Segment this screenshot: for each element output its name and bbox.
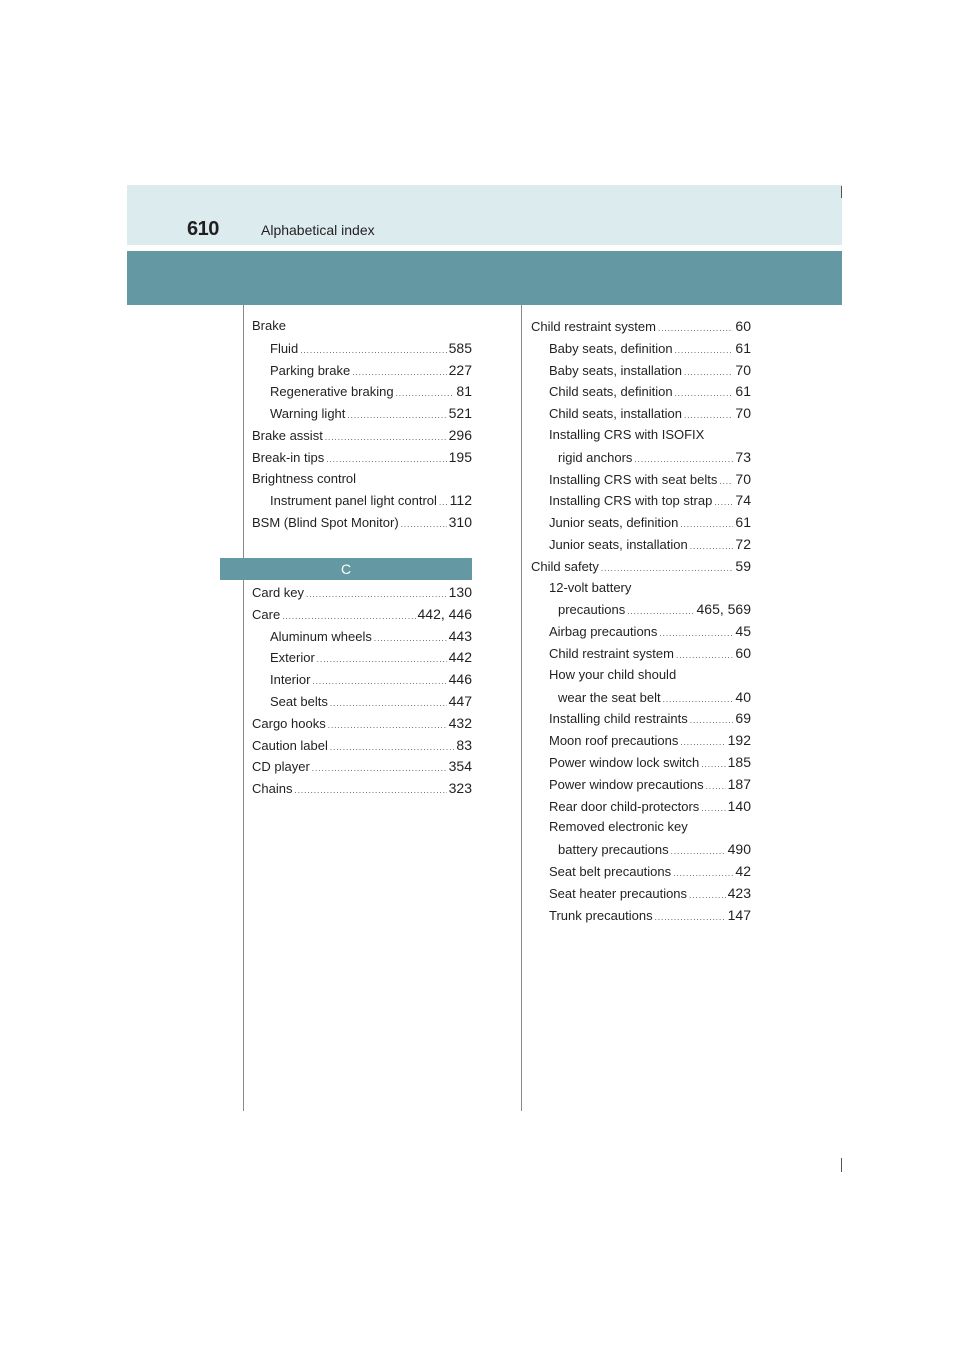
header-band — [127, 251, 842, 305]
index-entry — [531, 536, 751, 558]
index-leader-dots — [680, 520, 733, 529]
index-entry-page: 70 — [735, 405, 751, 422]
index-entry-page: 83 — [456, 736, 472, 753]
index-leader-dots — [719, 477, 733, 486]
index-entry-label: Exterior — [270, 650, 315, 666]
index-entry — [531, 754, 751, 776]
index-leader-dots — [330, 743, 455, 752]
index-entry — [531, 558, 751, 580]
index-entry — [531, 623, 751, 645]
index-leader-dots — [690, 716, 734, 725]
index-entry — [252, 584, 472, 606]
index-entry — [531, 885, 751, 907]
index-entry — [531, 645, 751, 667]
index-entry-label: Regenerative braking — [270, 384, 394, 400]
index-entry — [531, 362, 751, 384]
index-entry — [531, 667, 751, 689]
index-entry — [252, 758, 472, 780]
index-entry-label: Rear door child-protectors — [549, 798, 700, 814]
index-entry-label: precautions — [558, 602, 626, 618]
index-entry-label: Installing child restraints — [549, 711, 688, 727]
index-entry-page: 74 — [735, 492, 751, 509]
index-leader-dots — [352, 368, 446, 377]
index-entry-page: 61 — [735, 514, 751, 531]
index-entry-page: 465, 569 — [696, 601, 751, 618]
index-leader-dots — [306, 590, 447, 599]
right-column-rule — [521, 305, 522, 1111]
section-heading-c: C — [220, 558, 472, 580]
index-entry-label: Installing CRS with ISOFIX — [549, 426, 705, 442]
index-entry — [531, 601, 751, 623]
index-entry-label: Airbag precautions — [549, 624, 658, 640]
index-entry-label: rigid anchors — [558, 449, 633, 465]
index-entry-page: 60 — [735, 644, 751, 661]
index-leader-dots — [675, 389, 734, 398]
index-leader-dots — [655, 913, 726, 922]
index-entry-page: 585 — [448, 339, 472, 356]
index-leader-dots — [325, 433, 447, 442]
index-entry-page: 112 — [449, 492, 472, 509]
index-entry-page: 187 — [727, 775, 751, 792]
index-entry-label: Moon roof precautions — [549, 733, 679, 749]
index-entry-page: 70 — [735, 470, 751, 487]
index-entry-page: 40 — [735, 688, 751, 705]
index-leader-dots — [680, 738, 725, 747]
index-entry — [252, 318, 472, 340]
index-entry-page: 42 — [735, 862, 751, 879]
index-entry — [531, 841, 751, 863]
index-entry — [531, 580, 751, 602]
index-entry-label: Child seats, installation — [549, 406, 682, 422]
index-leader-dots — [663, 695, 734, 704]
index-entry-label: Warning light — [270, 406, 346, 422]
index-entry-label: Baby seats, definition — [549, 340, 673, 356]
index-entry — [252, 492, 472, 514]
index-leader-dots — [347, 411, 446, 420]
index-entry — [531, 732, 751, 754]
index-entry — [252, 628, 472, 650]
index-entry-label: Aluminum wheels — [270, 628, 372, 644]
index-entry-label: battery precautions — [558, 842, 669, 858]
index-entry-label: Baby seats, installation — [549, 362, 682, 378]
page-number: 610 — [187, 218, 219, 240]
index-entry-label: Cargo hooks — [252, 715, 326, 731]
index-entry-page: 310 — [448, 514, 472, 531]
index-entry-page: 185 — [727, 753, 751, 770]
index-entry-page: 69 — [735, 710, 751, 727]
index-leader-dots — [312, 677, 446, 686]
index-entry-page: 73 — [735, 448, 751, 465]
index-entry-label: Child restraint system — [531, 319, 656, 334]
index-entry — [531, 492, 751, 514]
index-entry-page: 72 — [735, 535, 751, 552]
index-entry — [252, 362, 472, 384]
index-group-child — [531, 318, 751, 928]
index-entry-page: 227 — [448, 361, 472, 378]
index-leader-dots — [689, 891, 726, 900]
left-column-rule — [243, 305, 244, 1111]
index-column-left — [252, 318, 472, 802]
index-entry — [252, 780, 472, 802]
index-entry-label: Trunk precautions — [549, 907, 653, 923]
index-entry-label: Seat belt precautions — [549, 863, 672, 879]
index-entry — [252, 383, 472, 405]
index-leader-dots — [317, 655, 447, 664]
index-leader-dots — [401, 520, 447, 529]
index-leader-dots — [673, 869, 733, 878]
index-leader-dots — [676, 651, 733, 660]
index-entry-label: Caution label — [252, 737, 328, 753]
index-leader-dots — [294, 786, 446, 795]
index-entry-label: Care — [252, 606, 281, 622]
index-entry-label: Seat heater precautions — [549, 885, 688, 901]
index-entry — [252, 405, 472, 427]
index-entry — [531, 471, 751, 493]
index-group-c — [252, 584, 472, 802]
index-entry — [252, 693, 472, 715]
index-entry-label: Interior — [270, 672, 311, 688]
index-entry-label: Brightness control — [252, 470, 357, 486]
index-leader-dots — [396, 389, 455, 398]
index-entry-label: Junior seats, definition — [549, 515, 679, 531]
index-entry-page: 442, 446 — [417, 605, 472, 622]
index-leader-dots — [330, 699, 447, 708]
index-entry-page: 61 — [735, 339, 751, 356]
index-entry-label: Junior seats, installation — [549, 536, 688, 552]
index-entry — [531, 427, 751, 449]
index-entry-label: Child seats, definition — [549, 384, 673, 400]
index-entry-page: 140 — [727, 797, 751, 814]
index-entry — [252, 737, 472, 759]
index-entry-page: 354 — [448, 758, 472, 775]
index-leader-dots — [627, 607, 694, 616]
index-entry — [531, 514, 751, 536]
index-entry — [531, 710, 751, 732]
index-leader-dots — [658, 324, 733, 333]
index-leader-dots — [690, 542, 734, 551]
index-entry-page: 432 — [448, 714, 472, 731]
index-entry-page: 192 — [727, 732, 751, 749]
index-leader-dots — [684, 411, 733, 420]
index-leader-dots — [439, 498, 448, 507]
index-entry — [531, 405, 751, 427]
index-entry-page: 521 — [448, 405, 472, 422]
index-entry-label: CD player — [252, 759, 310, 775]
index-leader-dots — [706, 782, 726, 791]
index-entry — [252, 471, 472, 493]
index-entry — [252, 340, 472, 362]
index-column-right — [531, 318, 751, 928]
index-entry — [531, 689, 751, 711]
index-entry-label: Child safety — [531, 558, 599, 574]
index-leader-dots — [374, 634, 447, 643]
index-group-b — [252, 318, 472, 536]
index-entry-page: 60 — [735, 318, 751, 334]
index-entry-page: 59 — [735, 557, 751, 574]
index-entry — [252, 606, 472, 628]
index-entry — [252, 671, 472, 693]
index-entry-page: 443 — [448, 627, 472, 644]
index-entry-label: Seat belts — [270, 693, 328, 709]
index-entry-label: Installing CRS with seat belts — [549, 471, 718, 487]
index-leader-dots — [701, 760, 725, 769]
index-entry-page: 45 — [735, 623, 751, 640]
index-entry-label: Break-in tips — [252, 449, 325, 465]
index-entry — [252, 427, 472, 449]
index-entry-page: 147 — [727, 906, 751, 923]
index-entry-page: 81 — [456, 383, 472, 400]
index-entry-label: Power window lock switch — [549, 754, 700, 770]
index-entry-page: 70 — [735, 361, 751, 378]
index-leader-dots — [312, 764, 447, 773]
index-entry — [531, 318, 751, 340]
index-leader-dots — [714, 498, 733, 507]
index-entry-page: 446 — [448, 671, 472, 688]
index-entry-label: Parking brake — [270, 362, 351, 378]
index-entry — [531, 798, 751, 820]
index-leader-dots — [701, 804, 725, 813]
index-leader-dots — [684, 368, 733, 377]
index-entry-page: 61 — [735, 383, 751, 400]
index-leader-dots — [671, 847, 726, 856]
index-entry-page: 423 — [727, 884, 751, 901]
index-entry — [531, 340, 751, 362]
index-entry-label: Brake assist — [252, 427, 323, 443]
page-title: Alphabetical index — [261, 222, 375, 238]
index-entry — [531, 819, 751, 841]
index-leader-dots — [675, 346, 734, 355]
index-entry-label: Power window precautions — [549, 776, 704, 792]
index-leader-dots — [326, 455, 446, 464]
index-entry-label: 12-volt battery — [549, 579, 632, 595]
index-leader-dots — [328, 721, 447, 730]
index-entry-label: Installing CRS with top strap — [549, 493, 713, 509]
index-entry-label: Child restraint system — [549, 645, 674, 661]
index-entry — [252, 449, 472, 471]
index-entry — [252, 649, 472, 671]
index-leader-dots — [659, 629, 733, 638]
index-entry — [531, 776, 751, 798]
index-leader-dots — [601, 564, 734, 573]
index-entry-label: Brake — [252, 318, 286, 333]
index-entry-label: Chains — [252, 781, 293, 797]
index-entry-page: 296 — [448, 426, 472, 443]
index-leader-dots — [300, 346, 446, 355]
index-entry — [252, 514, 472, 536]
index-entry-label: Removed electronic key — [549, 819, 688, 835]
index-entry-label: Card key — [252, 584, 305, 600]
index-entry-page: 195 — [448, 448, 472, 465]
index-leader-dots — [634, 455, 733, 464]
index-entry — [531, 449, 751, 471]
index-entry-page: 323 — [448, 780, 472, 797]
crop-mark-bottom — [841, 1158, 842, 1172]
index-entry — [531, 383, 751, 405]
index-entry-page: 442 — [448, 649, 472, 666]
index-entry-label: BSM (Blind Spot Monitor) — [252, 515, 399, 531]
index-entry — [531, 907, 751, 929]
index-entry — [531, 863, 751, 885]
index-entry-label: How your child should — [549, 666, 677, 682]
page-header — [127, 185, 842, 245]
index-entry-label: wear the seat belt — [558, 689, 661, 705]
index-leader-dots — [282, 612, 415, 621]
index-entry-label: Instrument panel light control — [270, 493, 437, 509]
index-entry-page: 490 — [727, 841, 751, 858]
crop-mark-top — [841, 186, 842, 198]
index-entry-page: 130 — [448, 583, 472, 600]
index-entry — [252, 715, 472, 737]
index-entry-page: 447 — [448, 692, 472, 709]
index-entry-label: Fluid — [270, 340, 299, 356]
